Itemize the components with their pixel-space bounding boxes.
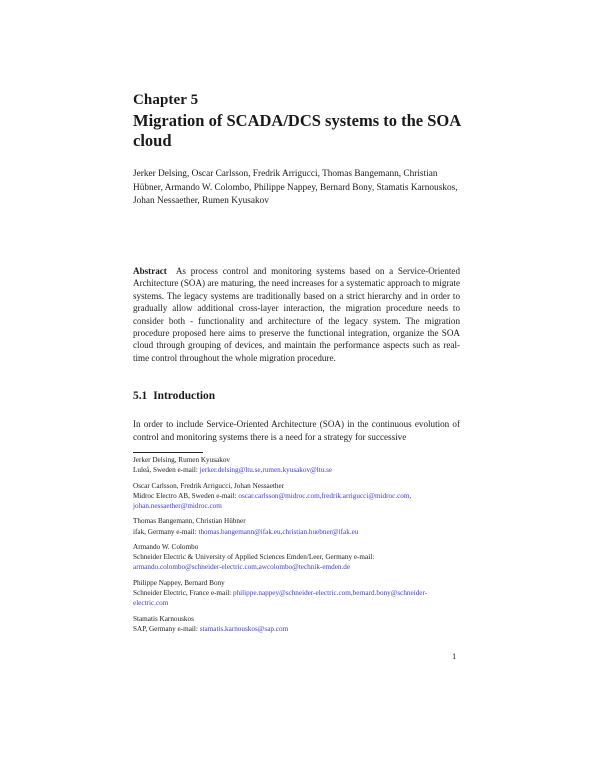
footnote-item	[133, 578, 460, 609]
footnote-names: Philippe Nappey, Bernard Bony	[133, 578, 225, 587]
email-link[interactable]: thomas.bangemann@ifak.eu,christian.huebner@ifak.eu	[198, 527, 359, 536]
email-link[interactable]: stamatis.karnouskos@sap.com	[199, 624, 289, 633]
footnote-affiliation: Luleå, Sweden e-mail:	[133, 466, 198, 475]
page-number: 1	[452, 651, 457, 661]
footnote-names: Thomas Bangemann, Christian Hübner	[133, 517, 246, 526]
author-list: Jerker Delsing, Oscar Carlsson, Fredrik Arrigucci, Thomas Bangemann, Christian Hübner, Armando W. Colombo, Philippe Nappey, Bernard Bony, Stamatis Karnouskos, Johan Nessaether, Rumen Kyusakov	[133, 169, 458, 207]
email-link[interactable]: armando.colombo@schneider-electric.com,awcolombo@technik-emden.de	[133, 563, 351, 572]
section-body-text: In order to include Service-Oriented Architecture (SOA) in the continuous evolution of control and monitoring systems there is a need for a strategy for successive	[133, 419, 460, 442]
section-title: Introduction	[153, 390, 216, 402]
footnote-affiliation: Midroc Electro AB, Sweden e-mail:	[133, 491, 237, 500]
footnote-affiliation: Schneider Electric & University of Applied Sciences Emden/Leer, Germany e-mail:	[133, 553, 375, 562]
footnote-affiliation: Schneider Electric, France e-mail:	[133, 588, 232, 597]
footnote-affiliation: ifak, Germany e-mail:	[133, 527, 197, 536]
footnote-names: Jerker Delsing, Rumen Kyusakov	[133, 456, 231, 464]
section-number: 5.1	[133, 390, 148, 402]
footnotes	[133, 455, 460, 639]
email-link[interactable]: jerker.delsing@ltu.se,rumen.kyusakov@ltu.se	[199, 466, 333, 475]
email-link[interactable]: oscar.carlsson@midroc.com,fredrik.arrigucci@midroc.com, johan.nessaether@midroc.com	[133, 491, 412, 510]
chapter-title: Migration of SCADA/DCS systems to the SOA cloud	[133, 111, 461, 150]
section-heading	[133, 390, 215, 402]
abstract	[133, 265, 460, 364]
footnote-names: Oscar Carlsson, Fredrik Arrigucci, Johan Nessaether	[133, 481, 285, 490]
footnote-names: Armando W. Colombo	[133, 542, 199, 551]
chapter-label: Chapter 5	[133, 92, 199, 108]
footnote-item	[133, 455, 460, 475]
footnote-item	[133, 542, 460, 573]
abstract-text: As process control and monitoring systems based on a Service-Oriented Architecture (SOA) are maturing, the need increases for a systematic approach to migrate systems. The legacy systems are traditionally based on a strict hierarchy and in order to gradually allow additional cross-layer interaction, the migration procedure needs to consider both - functionality and architecture of the legacy system. The migration procedure proposed here aims to preserve the functional integration, organize the SOA cloud through grouping of devices, and maintain the performance aspects such as real-time control throughout the whole migration procedure.	[133, 266, 461, 363]
footnote-affiliation: SAP, Germany e-mail:	[133, 624, 198, 633]
footnote-item	[133, 481, 460, 512]
footnote-item	[133, 516, 460, 536]
abstract-label: Abstract	[133, 266, 167, 276]
footnote-divider	[133, 452, 203, 453]
footnote-item	[133, 614, 460, 634]
footnote-names: Stamatis Karnouskos	[133, 614, 194, 623]
email-link[interactable]: philippe.nappey@schneider-electric.com,bernard.bony@schneider-electric.com	[133, 588, 428, 608]
